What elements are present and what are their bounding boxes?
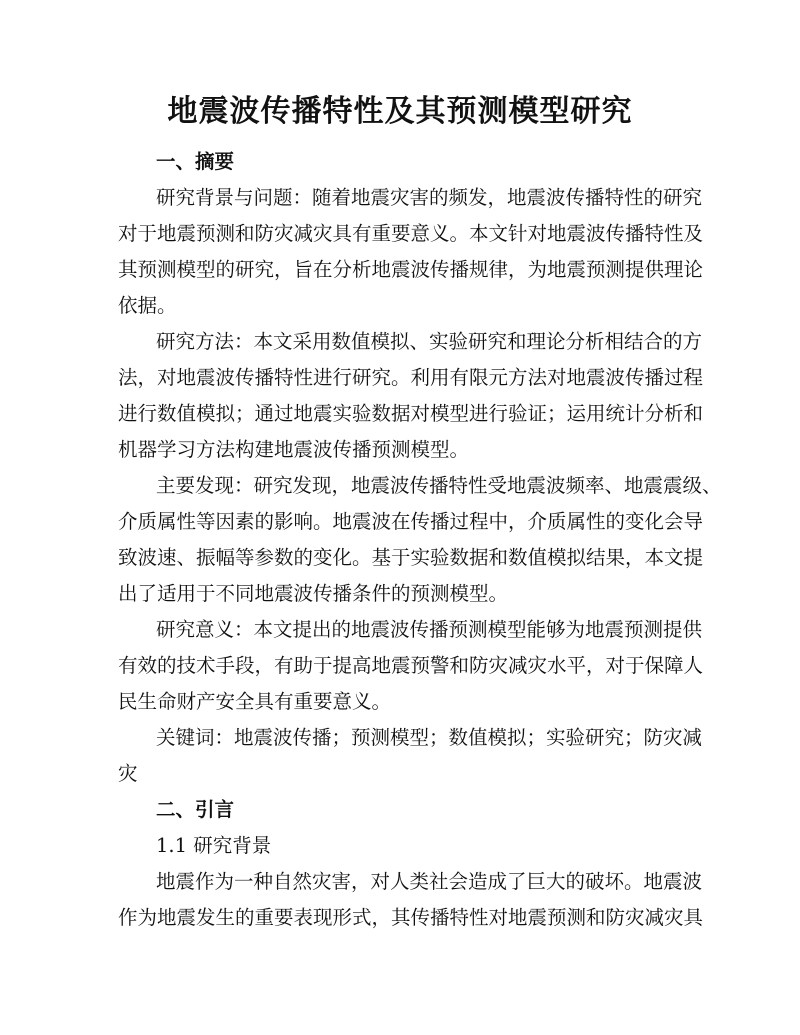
text-line: 研究方法：本文采用数值模拟、实验研究和理论分析相结合的方: [156, 330, 703, 353]
paragraph-methods: [118, 324, 704, 468]
text-line: 研究意义：本文提出的地震波传播预测模型能够为地震预测提供: [156, 618, 703, 641]
text-line: 对于地震预测和防灾减灾具有重要意义。本文针对地震波传播特性及: [118, 222, 704, 245]
text-line: 致波速、振幅等参数的变化。基于实验数据和数值模拟结果，本文提: [118, 546, 704, 569]
subsection-heading-background: 1.1 研究背景: [156, 834, 272, 857]
text-line: 介质属性等因素的影响。地震波在传播过程中，介质属性的变化会导: [118, 510, 704, 533]
text-line: 进行数值模拟；通过地震实验数据对模型进行验证；运用统计分析和: [118, 402, 704, 425]
document-body: [118, 144, 722, 936]
text-line: 依据。: [118, 294, 177, 317]
text-line: 灾: [118, 762, 138, 785]
text-line: 机器学习方法构建地震波传播预测模型。: [118, 438, 470, 461]
paragraph-keywords: [118, 720, 703, 792]
text-line: 关键词：地震波传播；预测模型；数值模拟；实验研究；防灾减: [156, 726, 703, 749]
document-title: 地震波传播特性及其预测模型研究: [167, 94, 633, 129]
section-heading-abstract: 一、摘要: [156, 150, 235, 173]
text-line: 法，对地震波传播特性进行研究。利用有限元方法对地震波传播过程: [118, 366, 704, 389]
paragraph-intro: [118, 864, 704, 936]
paragraph-background: [118, 180, 704, 324]
text-line: 出了适用于不同地震波传播条件的预测模型。: [118, 582, 509, 605]
text-line: 主要发现：研究发现，地震波传播特性受地震波频率、地震震级、: [156, 474, 722, 497]
section-heading-introduction: 二、引言: [156, 798, 235, 821]
paragraph-findings: [118, 468, 722, 612]
text-line: 有效的技术手段，有助于提高地震预警和防灾减灾水平，对于保障人: [118, 654, 704, 677]
text-line: 作为地震发生的重要表现形式，其传播特性对地震预测和防灾减灾具: [118, 906, 704, 929]
text-line: 研究背景与问题：随着地震灾害的频发，地震波传播特性的研究: [156, 186, 703, 209]
text-line: 民生命财产安全具有重要意义。: [118, 690, 392, 713]
paragraph-significance: [118, 612, 704, 720]
text-line: 地震作为一种自然灾害，对人类社会造成了巨大的破坏。地震波: [156, 870, 703, 893]
text-line: 其预测模型的研究，旨在分析地震波传播规律，为地震预测提供理论: [118, 258, 704, 281]
